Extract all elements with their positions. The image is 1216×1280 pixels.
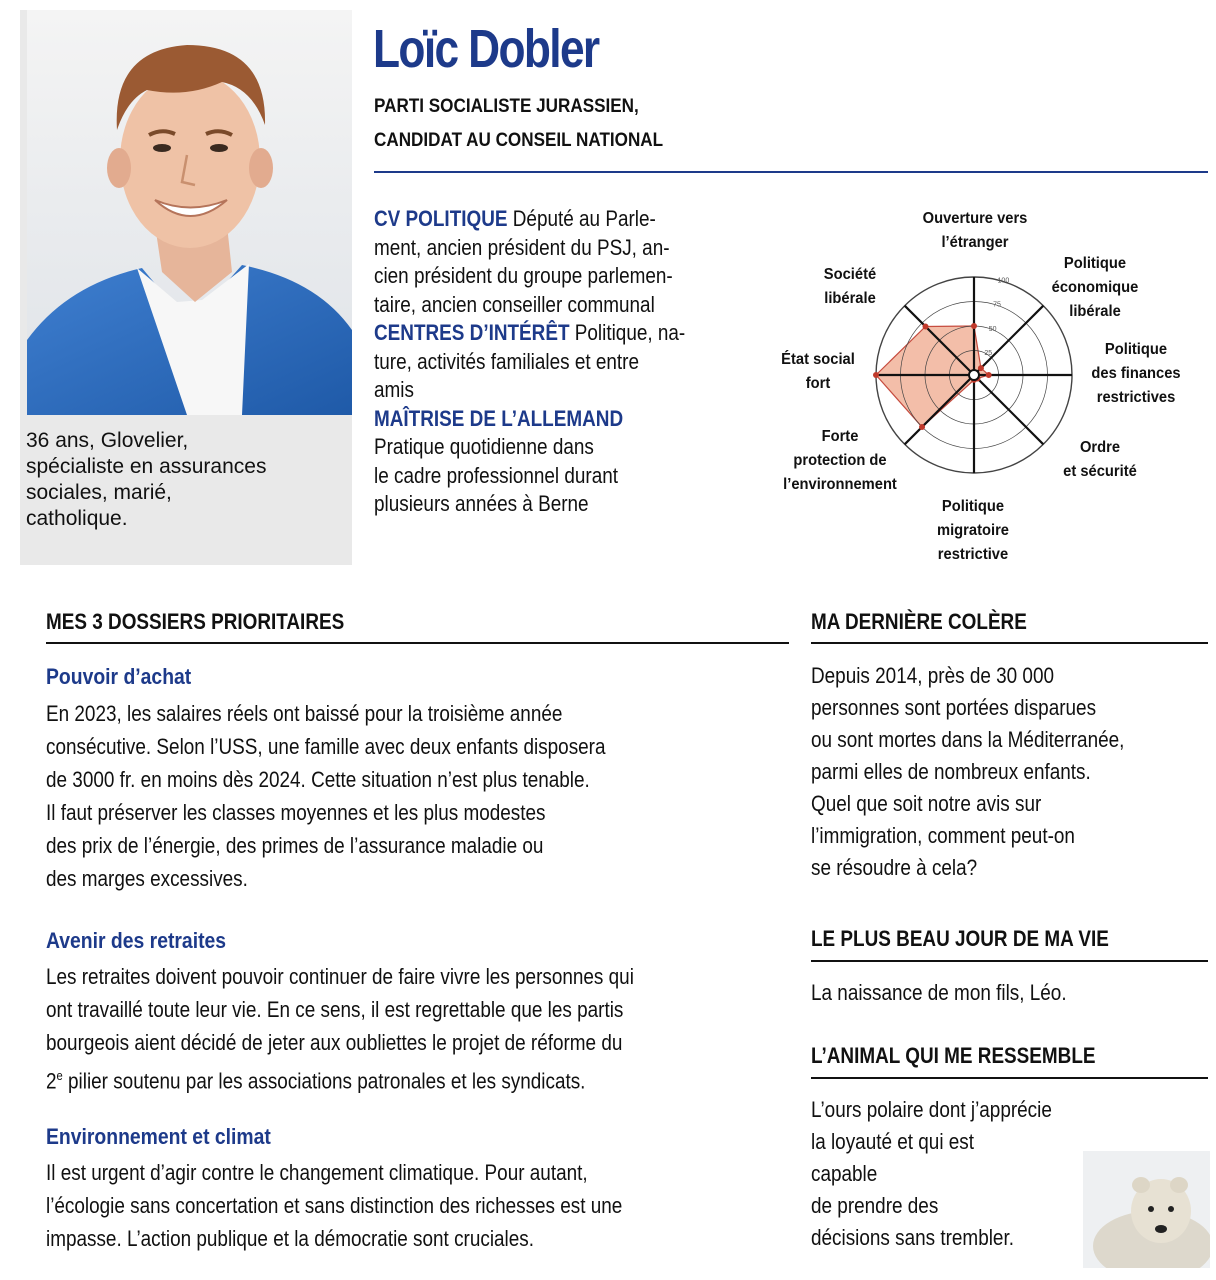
text-line: Les retraites doivent pouvoir continuer de faire vivre les personnes qui [46,964,634,989]
dossiers-rule [46,642,789,644]
cv-text: Député au Parle- [507,206,656,231]
data-point [922,323,928,329]
data-point [978,365,984,371]
text-line: ont travaillé toute leur vie. En ce sens, il est regrettable que les partis [46,997,624,1022]
text-line: personnes sont portées disparues [811,695,1097,720]
text-line: capable [811,1161,878,1186]
axis-label [1062,338,1209,410]
beau-jour-text [811,977,1108,1009]
bio-line: spécialiste en assurances [26,455,267,478]
tick-label: 25 [984,349,993,357]
cv-line [374,462,709,491]
text-line: se résoudre à cela? [811,855,978,880]
text-line: impasse. L’action publique et la démocratie sont cruciales. [46,1226,534,1251]
axis-label-line: libérale [824,290,876,307]
portrait-photo [27,10,352,415]
data-point [971,323,977,329]
cv-text: ment, ancien président du PSJ, an- [374,234,670,260]
axis-label-line: libérale [1069,303,1121,320]
axis-label-line: des finances [1091,365,1181,382]
axis-label-line: Ouverture vers [922,210,1028,227]
text-line: parmi elles de nombreux enfants. [811,759,1091,784]
smartspider-chart [760,205,1210,570]
cv-block [374,205,764,519]
axis-label-line: Politique [1104,341,1168,358]
axis-line [974,375,1043,444]
beau-jour-rule [811,960,1208,962]
text-line: des marges excessives. [46,866,248,891]
text-line: En 2023, les salaires réels ont baissé pour la troisième année [46,701,563,726]
axis-label [766,425,913,497]
cv-text: amis [374,377,414,402]
text-line: Depuis 2014, près de 30 000 [811,663,1054,688]
bio-line: sociales, marié, [26,481,172,504]
text-line: Il est urgent d’agir contre le changement climatique. Pour autant, [46,1160,588,1185]
polar-bear-photo [1083,1151,1210,1268]
cv-text: le cadre professionnel durant [374,462,619,488]
cv-line [374,348,709,377]
cv-text: taire, ancien conseiller communal [374,291,655,317]
colere-rule [811,642,1208,644]
cv-line [374,205,709,234]
dossier-title: Environnement et climat [46,1124,271,1149]
cv-keyword: MAÎTRISE DE L’ALLEMAND [374,405,624,431]
data-point [986,372,992,378]
text-line: Il faut préserver les classes moyennes et les plus modestes [46,800,546,825]
text-line: l’écologie sans concertation et sans distinction des richesses est une [46,1193,623,1218]
dossier-text [46,697,697,895]
cv-text: Pratique quotidienne dans [374,434,594,459]
text-line: bourgeois aient décidé de jeter aux oubliettes le projet de réforme du [46,1030,623,1055]
dossier-text [46,1156,716,1255]
axis-label-line: Ordre [1079,439,1121,456]
cv-line [374,376,709,405]
profile-panel [20,10,352,565]
bio-line: 36 ans, Glovelier, [26,429,189,452]
animal-text [811,1094,1091,1254]
cv-line [374,234,709,263]
animal-rule [811,1077,1208,1079]
text-line: ou sont mortes dans la Méditerranée, [811,727,1125,752]
text-line: la loyauté et qui est [811,1129,975,1154]
text-line: de 3000 fr. en moins dès 2024. Cette situation n’est plus tenable. [46,767,590,792]
axis-label-line: État social [781,351,855,368]
colere-heading: MA DERNIÈRE COLÈRE [811,609,1027,634]
cv-text: plusieurs années à Berne [374,491,589,516]
cv-line [374,433,709,462]
tick-label: 50 [988,325,997,333]
cv-line [374,262,709,291]
axis-label-line: et sécurité [1063,463,1137,480]
axis-label-line: Société [823,266,877,283]
axis-label [1026,436,1173,484]
text-line: Quel que soit notre avis sur [811,791,1042,816]
text-line: l’immigration, comment peut-on [811,823,1075,848]
axis-label-line: Politique [1063,255,1127,272]
text-line: décisions sans trembler. [811,1225,1014,1250]
cv-text: Politique, na- [569,320,686,345]
beau-jour-line: La naissance de mon fils, Léo. [811,980,1067,1005]
axis-label-line: Politique [941,498,1005,515]
data-point [919,424,925,430]
axis-label-line: Forte [821,428,859,445]
cv-line [374,405,709,434]
axis-label-line: migratoire [937,522,1009,539]
beau-jour-heading: LE PLUS BEAU JOUR DE MA VIE [811,926,1109,951]
axis-label-line: restrictives [1096,389,1176,406]
axis-label-line: fort [805,375,831,392]
axis-label [899,495,1046,567]
bio-text [26,428,346,532]
text-line: de prendre des [811,1193,939,1218]
text-line: 2e pilier soutenu par les associations patronales et les syndicats. [46,1068,586,1094]
bio-line: catholique. [26,507,128,530]
axis-label [776,263,923,311]
dossier-text [46,960,730,1092]
dossier-title: Avenir des retraites [46,928,227,953]
axis-label-line: l’environnement [783,476,897,493]
text-line: L’ours polaire dont j’apprécie [811,1097,1052,1122]
axis-label [744,348,891,396]
header-divider [374,171,1208,173]
animal-heading: L’ANIMAL QUI ME RESSEMBLE [811,1043,1096,1068]
cv-keyword: CV POLITIQUE [374,206,508,231]
axis-label [1021,252,1168,324]
axis-label-line: l’étranger [941,234,1009,251]
axis-label-line: protection de [793,452,887,469]
text-line: des prix de l’énergie, des primes de l’assurance maladie ou [46,833,544,858]
party-line: PARTI SOCIALISTE JURASSIEN, [374,96,639,117]
text-line: consécutive. Selon l’USS, une famille avec deux enfants disposera [46,734,606,759]
axis-label [901,207,1048,255]
cv-keyword: CENTRES D’INTÉRÊT [374,320,570,345]
candidacy-line: CANDIDAT AU CONSEIL NATIONAL [374,130,664,151]
dossiers-heading: MES 3 DOSSIERS PRIORITAIRES [46,609,345,634]
cv-text: ture, activités familiales et entre [374,348,640,374]
dossier-title: Pouvoir d’achat [46,664,192,689]
cv-line [374,490,709,519]
cv-line [374,319,709,348]
cv-line [374,291,709,320]
axis-label-line: restrictive [937,546,1009,563]
tick-label: 100 [997,277,1010,285]
candidate-name: Loïc Dobler [373,19,599,79]
center-hub [969,370,979,380]
tick-label: 75 [993,301,1001,309]
axis-label-line: économique [1051,279,1139,296]
cv-text: cien président du groupe parlemen- [374,263,673,288]
colere-text [811,660,1175,884]
